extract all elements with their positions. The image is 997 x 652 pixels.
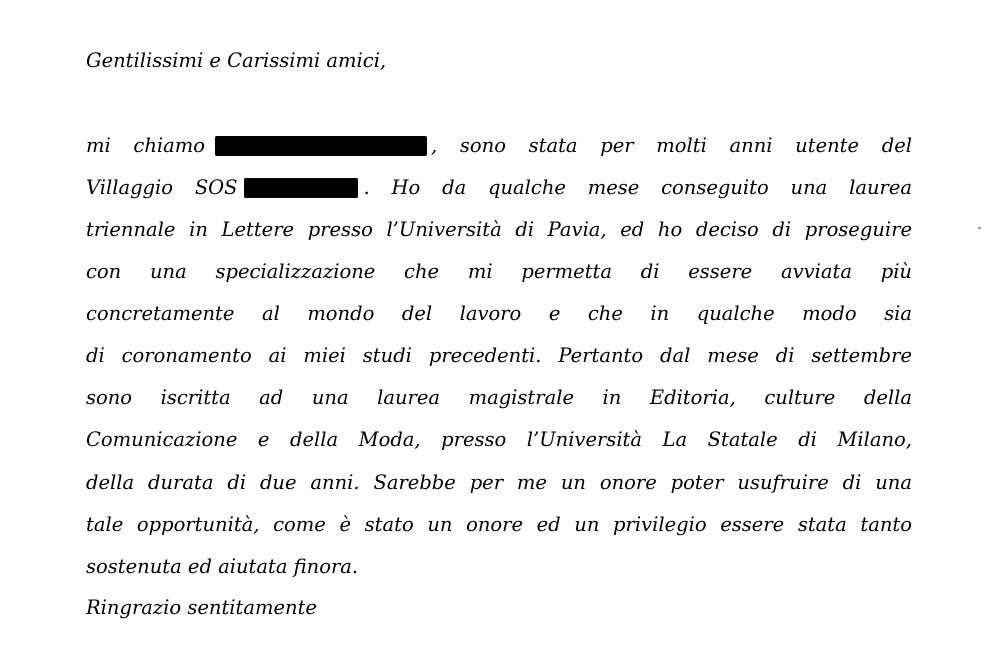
letter-line-3: triennale in Lettere presso l’Università di Pavia, ed ho deciso di proseguire: [86, 218, 912, 241]
scan-speck: [978, 227, 981, 229]
letter-line-9: della durata di due anni. Sarebbe per me un onore poter usufruire di una: [86, 471, 912, 494]
letter-line-6: di coronamento ai miei studi precedenti. Pertanto dal mese di settembre: [86, 344, 912, 367]
letter-line-10: tale opportunità, come è stato un onore ed un privilegio essere stata tanto: [86, 513, 912, 536]
letter-line-2-end: . Ho da qualche mese conseguito una laurea: [363, 176, 912, 199]
letter-line-1-end: , sono stata per molti anni utente del: [431, 134, 913, 157]
redacted-name-block: [215, 136, 427, 156]
letter-body: [86, 0, 912, 652]
letter-line-2: [86, 175, 912, 201]
letter-line-8: Comunicazione e della Moda, presso l’Università La Statale di Milano,: [86, 428, 912, 451]
letter-line-4: con una specializzazione che mi permetta di essere avviata più: [86, 260, 912, 283]
letter-line-7: sono iscritta ad una laurea magistrale in Editoria, culture della: [86, 386, 912, 409]
letter-line-2-start: Villaggio SOS: [86, 176, 238, 199]
letter-line-5: concretamente al mondo del lavoro e che in qualche modo sia: [86, 302, 912, 325]
redacted-place-block: [244, 178, 358, 198]
letter-line-1: [86, 133, 912, 159]
letter-line-11: sostenuta ed aiutata finora.: [86, 555, 359, 578]
letter-line-1-start: mi chiamo: [86, 134, 205, 157]
salutation: Gentilissimi e Carissimi amici,: [86, 49, 387, 72]
closing: Ringrazio sentitamente: [86, 596, 317, 619]
